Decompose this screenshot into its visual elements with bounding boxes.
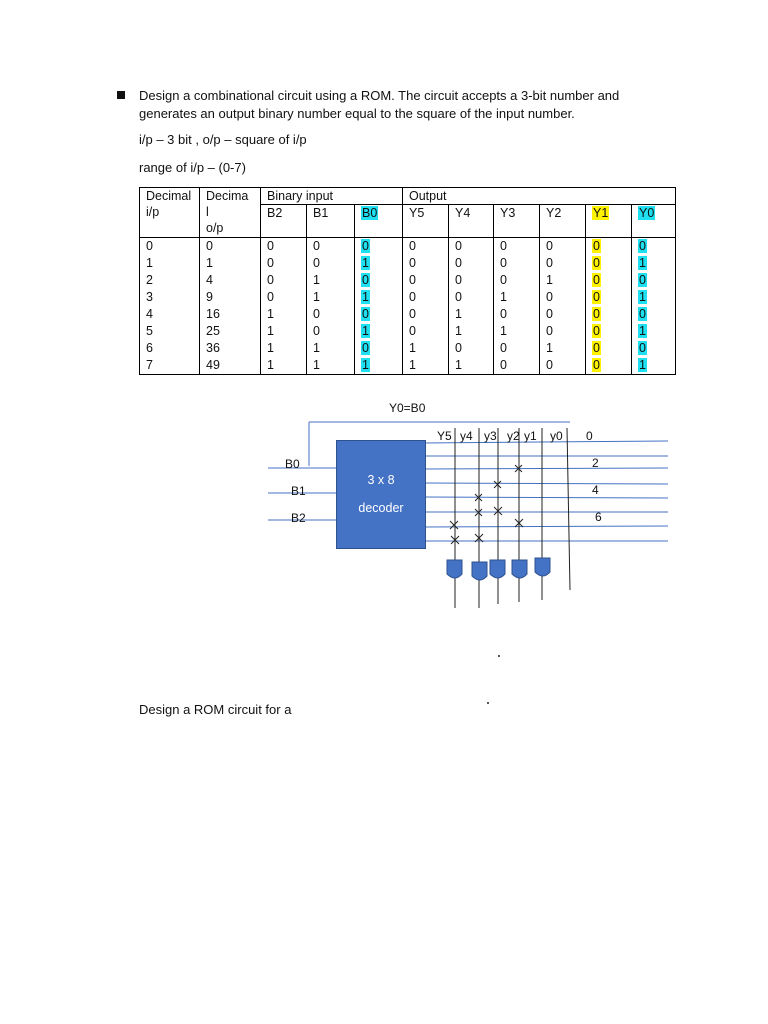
col-header-b2: B2 — [261, 205, 307, 238]
table-cell: 1 — [307, 340, 355, 357]
minterm-label-0: 0 — [586, 429, 593, 443]
table-cell: 1 — [632, 289, 676, 306]
col-header-y5: Y5 — [403, 205, 449, 238]
stray-dot — [498, 655, 500, 657]
table-cell: 1 — [449, 323, 494, 340]
table-cell: 0 — [261, 238, 307, 256]
col-header-b1: B1 — [307, 205, 355, 238]
table-cell: 0 — [403, 238, 449, 256]
bus-line-y0 — [567, 428, 570, 590]
table-cell: 0 — [632, 306, 676, 323]
or-gate-y3 — [490, 560, 505, 578]
truth-table — [139, 187, 676, 375]
table-cell: 0 — [540, 238, 586, 256]
table-cell: 1 — [494, 289, 540, 306]
table-cell: 1 — [261, 323, 307, 340]
fuse-cross — [450, 521, 458, 529]
table-cell: 49 — [200, 357, 261, 375]
col-header-y2: Y2 — [540, 205, 586, 238]
minterm-label-6: 6 — [595, 510, 602, 524]
table-cell: 0 — [355, 340, 403, 357]
minterm-line-2 — [424, 468, 668, 469]
minterm-line-6 — [424, 526, 668, 527]
table-cell: 0 — [586, 289, 632, 306]
table-cell: 1 — [494, 323, 540, 340]
table-cell: 0 — [449, 289, 494, 306]
table-row — [140, 340, 676, 357]
table-cell: 1 — [307, 289, 355, 306]
table-row — [140, 323, 676, 340]
table-cell: 1 — [140, 255, 200, 272]
table-cell: 5 — [140, 323, 200, 340]
input-label-b2: B2 — [291, 511, 306, 525]
table-cell: 36 — [200, 340, 261, 357]
table-cell: 1 — [540, 340, 586, 357]
minterm-label-4: 4 — [592, 483, 599, 497]
table-cell: 0 — [261, 255, 307, 272]
table-cell: 0 — [403, 272, 449, 289]
table-cell: 0 — [540, 323, 586, 340]
table-cell: 0 — [449, 340, 494, 357]
table-cell: 0 — [586, 272, 632, 289]
fuse-cross — [475, 494, 482, 501]
table-cell: 1 — [449, 357, 494, 375]
or-gate-y1 — [535, 558, 550, 576]
col-header-y3: Y3 — [494, 205, 540, 238]
input-range: range of i/p – (0-7) — [139, 160, 246, 175]
decoder-block — [336, 440, 426, 549]
minterm-line-3 — [424, 483, 668, 484]
table-cell: 4 — [200, 272, 261, 289]
table-cell: 1 — [632, 255, 676, 272]
table-cell: 1 — [403, 340, 449, 357]
question-line-2: generates an output binary number equal to the square of the input number. — [139, 106, 575, 121]
table-cell: 0 — [307, 238, 355, 256]
table-cell: 16 — [200, 306, 261, 323]
table-cell: 1 — [632, 323, 676, 340]
table-cell: 0 — [355, 238, 403, 256]
table-cell: 1 — [355, 323, 403, 340]
question-line-1: Design a combinational circuit using a ROM. The circuit accepts a 3-bit number and — [139, 88, 620, 103]
output-label-y2: y2 — [507, 429, 520, 443]
table-cell: 25 — [200, 323, 261, 340]
table-cell: 0 — [355, 306, 403, 323]
table-cell: 1 — [307, 357, 355, 375]
minterm-label-2: 2 — [592, 456, 599, 470]
table-cell: 0 — [307, 323, 355, 340]
header-decimal-output: Decima l o/p — [200, 188, 261, 238]
output-label-y1: y1 — [524, 429, 537, 443]
fuse-cross — [475, 534, 483, 542]
bullet-marker — [117, 91, 125, 99]
table-cell: 0 — [586, 306, 632, 323]
table-cell: 0 — [261, 272, 307, 289]
table-row — [140, 238, 676, 256]
table-cell: 1 — [261, 340, 307, 357]
table-cell: 0 — [586, 255, 632, 272]
or-gate-y4 — [472, 562, 487, 580]
table-cell: 7 — [140, 357, 200, 375]
or-gate-y5 — [447, 560, 462, 578]
table-cell: 0 — [403, 289, 449, 306]
table-cell: 0 — [494, 238, 540, 256]
table-cell: 1 — [355, 255, 403, 272]
table-cell: 0 — [261, 289, 307, 306]
header-binary-input: Binary input — [261, 188, 403, 205]
table-cell: 1 — [355, 289, 403, 306]
table-cell: 0 — [355, 272, 403, 289]
output-label-y4: y4 — [460, 429, 473, 443]
table-row — [140, 272, 676, 289]
table-cell: 0 — [494, 306, 540, 323]
table-cell: 1 — [355, 357, 403, 375]
io-spec: i/p – 3 bit , o/p – square of i/p — [139, 132, 307, 147]
table-cell: 0 — [540, 306, 586, 323]
fuse-cross — [494, 481, 501, 488]
decoder-size-label: 3 x 8 — [367, 473, 395, 487]
output-label-y3: y3 — [484, 429, 497, 443]
footer-text: Design a ROM circuit for a — [139, 702, 292, 717]
table-cell: 0 — [540, 289, 586, 306]
output-bus-lines — [455, 428, 570, 608]
table-cell: 0 — [449, 238, 494, 256]
table-cell: 0 — [307, 306, 355, 323]
table-cell: 1 — [632, 357, 676, 375]
col-header-b0: B0 — [355, 205, 403, 238]
table-cell: 9 — [200, 289, 261, 306]
table-cell: 0 — [632, 238, 676, 256]
table-cell: 0 — [540, 357, 586, 375]
table-cell: 0 — [403, 323, 449, 340]
table-cell: 0 — [586, 323, 632, 340]
table-cell: 0 — [403, 306, 449, 323]
input-label-b0: B0 — [285, 457, 300, 471]
table-row — [140, 306, 676, 323]
fuse-cross — [494, 507, 502, 515]
table-cell: 0 — [540, 255, 586, 272]
table-cell: 0 — [494, 357, 540, 375]
table-cell: 1 — [403, 357, 449, 375]
table-cell: 0 — [586, 357, 632, 375]
fuse-cross — [515, 519, 523, 527]
y0-equals-b0-label: Y0=B0 — [389, 401, 426, 415]
input-label-b1: B1 — [291, 484, 306, 498]
table-cell: 3 — [140, 289, 200, 306]
table-cell: 0 — [449, 272, 494, 289]
col-header-y4: Y4 — [449, 205, 494, 238]
table-cell: 0 — [307, 255, 355, 272]
output-label-y5: Y5 — [437, 429, 452, 443]
table-cell: 0 — [494, 255, 540, 272]
table-cell: 0 — [494, 272, 540, 289]
table-cell: 0 — [403, 255, 449, 272]
stray-dot — [487, 702, 489, 704]
table-cell: 1 — [261, 357, 307, 375]
table-cell: 1 — [307, 272, 355, 289]
table-cell: 0 — [586, 340, 632, 357]
table-cell: 0 — [200, 238, 261, 256]
fuse-cross — [451, 536, 459, 544]
table-cell: 1 — [200, 255, 261, 272]
fuse-crosses — [450, 465, 523, 544]
table-row — [140, 289, 676, 306]
or-gate-y2 — [512, 560, 527, 578]
table-cell: 2 — [140, 272, 200, 289]
table-cell: 0 — [586, 238, 632, 256]
table-cell: 0 — [632, 272, 676, 289]
table-row — [140, 357, 676, 375]
table-cell: 1 — [261, 306, 307, 323]
table-cell: 6 — [140, 340, 200, 357]
output-label-y0: y0 — [550, 429, 563, 443]
table-row — [140, 255, 676, 272]
minterm-line-4 — [424, 497, 668, 498]
table-cell: 1 — [540, 272, 586, 289]
table-cell: 4 — [140, 306, 200, 323]
header-decimal-input: Decimal i/p — [140, 188, 200, 238]
fuse-cross — [475, 509, 482, 516]
header-output: Output — [403, 188, 676, 205]
fuse-cross — [515, 465, 522, 472]
stray-dots — [487, 655, 500, 704]
col-header-y0: Y0 — [632, 205, 676, 238]
table-cell: 1 — [449, 306, 494, 323]
or-gates — [447, 558, 550, 580]
table-cell: 0 — [449, 255, 494, 272]
table-cell: 0 — [494, 340, 540, 357]
decoder-label: decoder — [358, 501, 404, 515]
table-cell: 0 — [140, 238, 200, 256]
table-cell: 0 — [632, 340, 676, 357]
col-header-y1: Y1 — [586, 205, 632, 238]
